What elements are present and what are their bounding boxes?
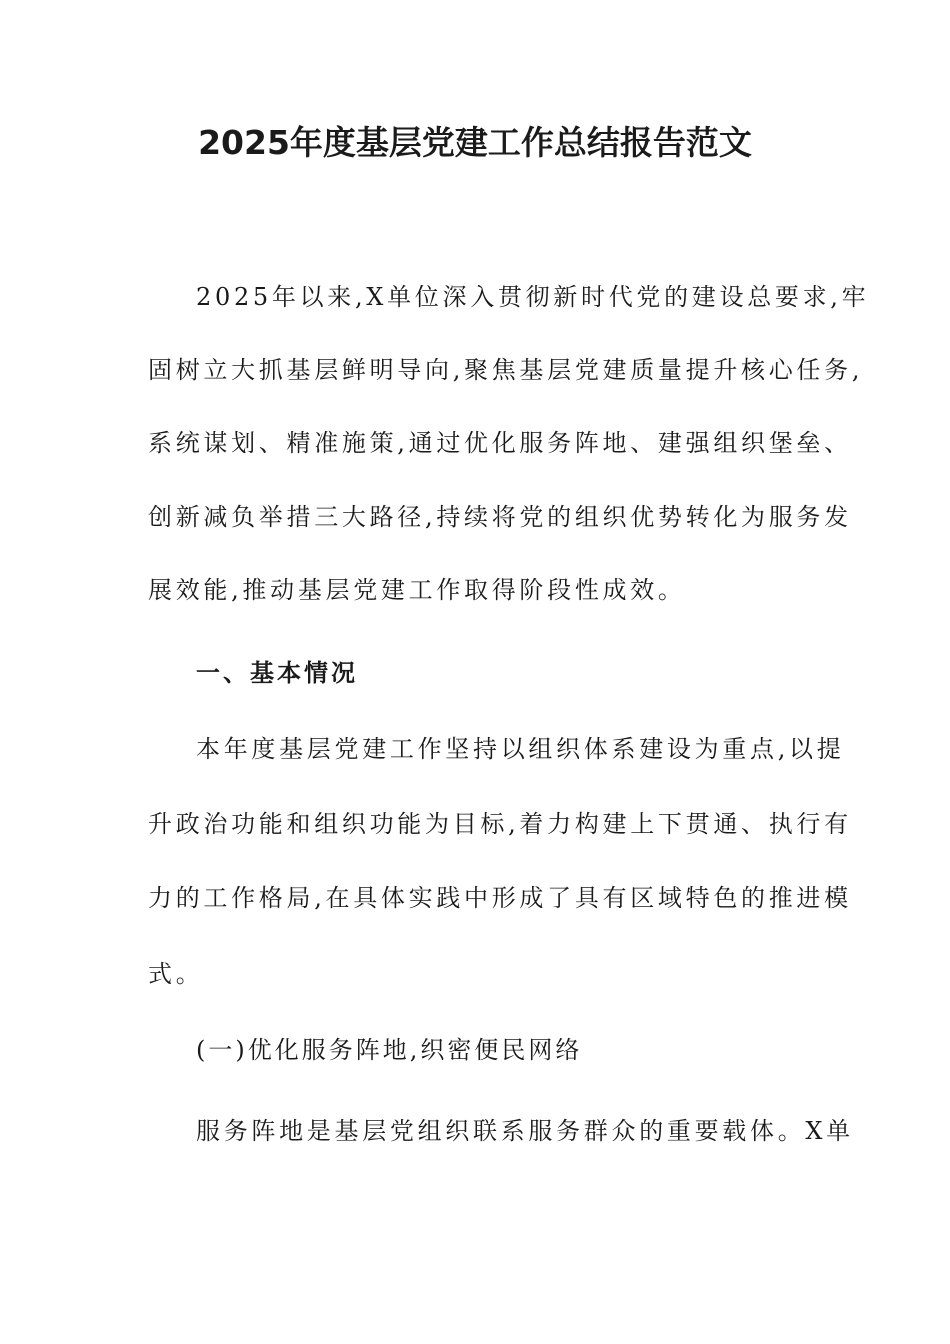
paragraph-line: 本年度基层党建工作坚持以组织体系建设为重点,以提 bbox=[196, 735, 845, 763]
paragraph-line: 系统谋划、精准施策,通过优化服务阵地、建强组织堡垒、 bbox=[148, 429, 852, 457]
paragraph-line: 服务阵地是基层党组织联系服务群众的重要载体。X单 bbox=[196, 1117, 854, 1145]
paragraph-line: 创新减负举措三大路径,持续将党的组织优势转化为服务发 bbox=[148, 503, 852, 531]
paragraph-line: 升政治功能和组织功能为目标,着力构建上下贯通、执行有 bbox=[148, 810, 852, 838]
section-heading: 一、基本情况 bbox=[196, 659, 358, 687]
document-title: 2025年度基层党建工作总结报告范文 bbox=[198, 123, 752, 162]
paragraph-line: 2025年以来,X单位深入贯彻新时代党的建设总要求,牢 bbox=[196, 283, 870, 311]
paragraph-line: 展效能,推动基层党建工作取得阶段性成效。 bbox=[148, 576, 686, 604]
paragraph-line: 力的工作格局,在具体实践中形成了具有区域特色的推进模 bbox=[148, 884, 852, 912]
subsection-heading: (一)优化服务阵地,织密便民网络 bbox=[196, 1036, 583, 1064]
paragraph-line: 式。 bbox=[148, 960, 204, 988]
paragraph-line: 固树立大抓基层鲜明导向,聚焦基层党建质量提升核心任务, bbox=[148, 356, 864, 384]
